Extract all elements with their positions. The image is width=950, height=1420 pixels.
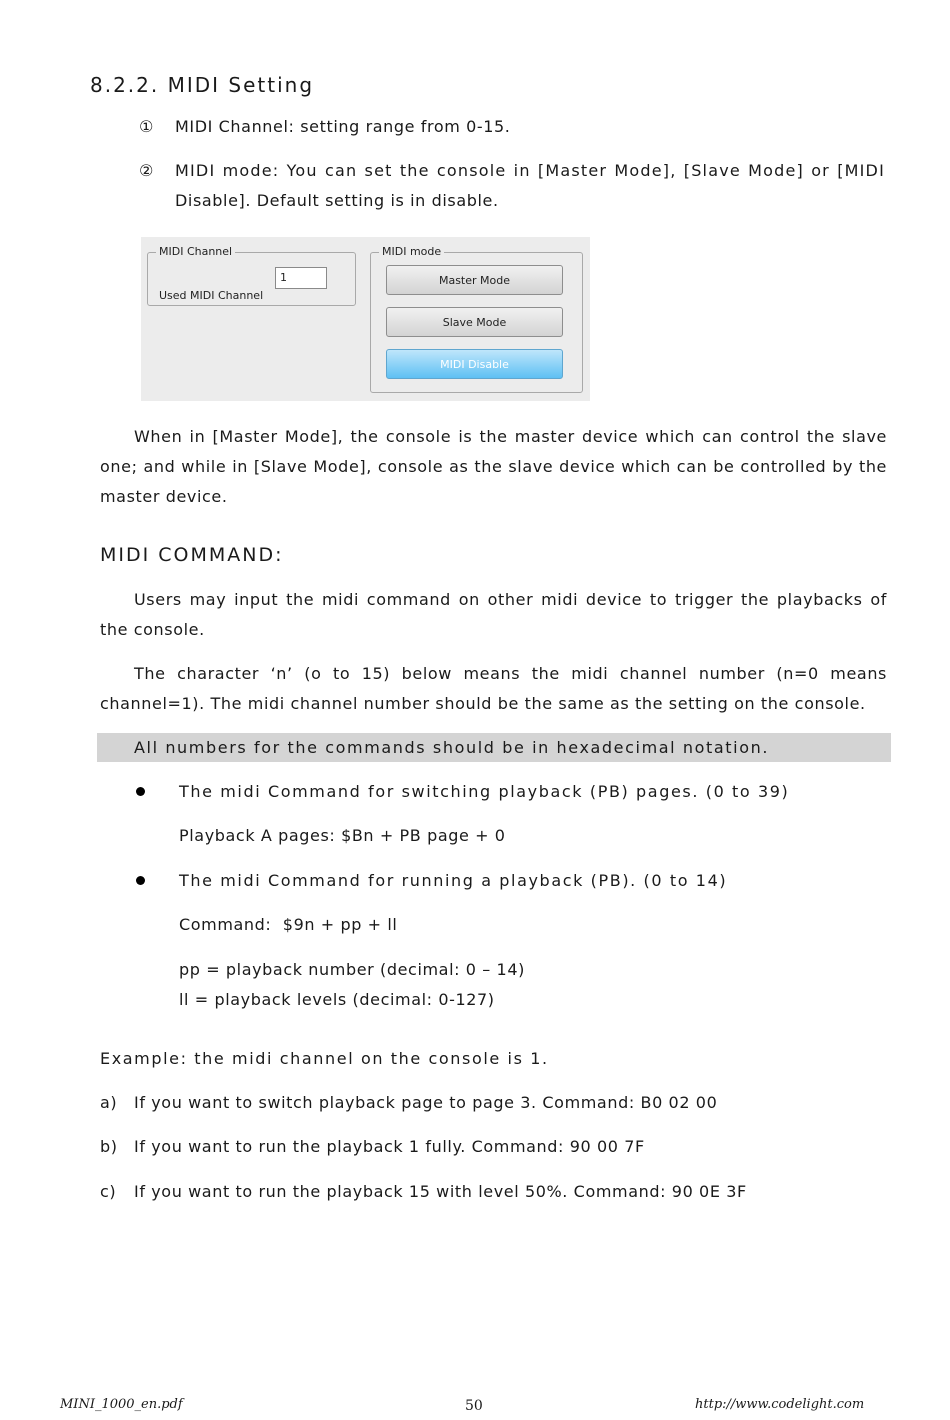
hex-note-text: All numbers for the commands should be in hexadecimal notation. [134, 738, 770, 757]
example-label-a: a) [100, 1093, 118, 1112]
footer-url: http://www.codelight.com [695, 1397, 865, 1412]
example-label-c: c) [100, 1182, 117, 1201]
command-intro-paragraph: Users may input the midi command on other midi device to trigger the playbacks of the console. [100, 590, 887, 639]
item-text-midi-channel: MIDI Channel: setting range from 0-15. [175, 117, 511, 136]
item-marker-2: ② [139, 161, 154, 180]
section-title: 8.2.2. MIDI Setting [90, 73, 315, 97]
midi-channel-input[interactable]: 1 [275, 267, 327, 289]
bullet-detail-run-playback: Command: $9n + pp + ll [179, 915, 398, 934]
example-label-b: b) [100, 1137, 118, 1156]
channel-note-paragraph: The character ‘n’ (o to 15) below means the midi channel number (n=0 means channel=1). The midi channel number should be the same as the setting on the console. [100, 664, 887, 713]
footer-page-number: 50 [465, 1398, 483, 1414]
item-marker-1: ① [139, 117, 154, 136]
midi-settings-screenshot [141, 237, 590, 401]
example-text-c: If you want to run the playback 15 with level 50%. Command: 90 0E 3F [134, 1182, 747, 1201]
footer-filename: MINI_1000_en.pdf [60, 1397, 183, 1412]
example-heading: Example: the midi channel on the console is 1. [100, 1049, 549, 1068]
bullet-detail-switch-pages: Playback A pages: $Bn + PB page + 0 [179, 826, 506, 845]
master-mode-button[interactable]: Master Mode [386, 265, 563, 295]
bullet-title-switch-pages: The midi Command for switching playback (PB) pages. (0 to 39) [179, 782, 790, 801]
midi-mode-group-label: MIDI mode [379, 245, 444, 258]
definition-pp: pp = playback number (decimal: 0 – 14) [179, 960, 525, 979]
definition-ll: ll = playback levels (decimal: 0-127) [179, 990, 495, 1009]
bullet-icon [136, 787, 145, 796]
slave-mode-button[interactable]: Slave Mode [386, 307, 563, 337]
midi-disable-button[interactable]: MIDI Disable [386, 349, 563, 379]
modes-paragraph: When in [Master Mode], the console is the master device which can control the slave one; and while in [Slave Mode], console as the slave device which can be controlled by the master device. [100, 427, 887, 506]
used-midi-channel-label: Used MIDI Channel [159, 289, 264, 302]
bullet-icon [136, 876, 145, 885]
example-text-a: If you want to switch playback page to page 3. Command: B0 02 00 [134, 1093, 718, 1112]
midi-channel-group-label: MIDI Channel [156, 245, 235, 258]
midi-mode-group [370, 245, 583, 393]
item-text-midi-mode-line1: MIDI mode: You can set the console in [Master Mode], [Slave Mode] or [MIDI [175, 161, 885, 180]
bullet-title-run-playback: The midi Command for running a playback (PB). (0 to 14) [179, 871, 728, 890]
midi-command-heading: MIDI COMMAND: [100, 544, 284, 566]
item-text-midi-mode-line2: Disable]. Default setting is in disable. [175, 191, 499, 210]
example-text-b: If you want to run the playback 1 fully. Command: 90 00 7F [134, 1137, 645, 1156]
